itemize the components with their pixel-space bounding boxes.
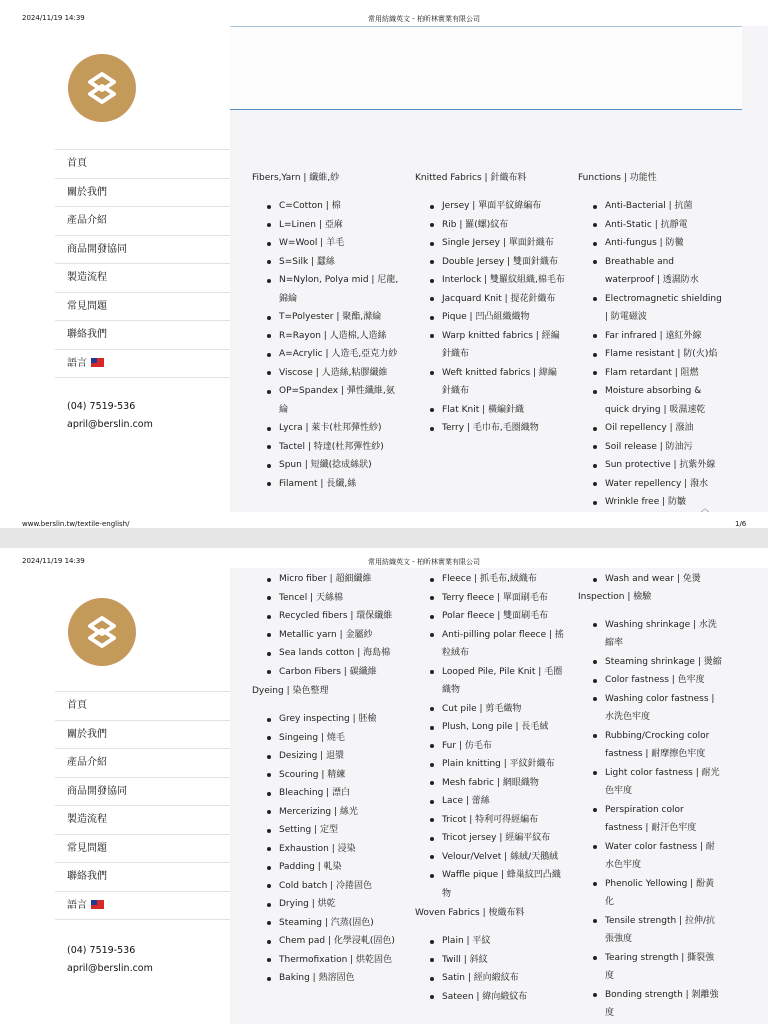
list-item: Jacquard Knit | 提花針織布 [442, 290, 565, 309]
page-separator [0, 528, 768, 548]
list-item: Oil repellency | 潑油 [605, 419, 723, 438]
top-banner [230, 26, 742, 110]
contact-info [67, 398, 153, 434]
list-item: Flame resistant | 防(火)焰 [605, 345, 723, 364]
list-item: S=Silk | 蠶絲 [279, 253, 402, 272]
nav-development[interactable]: 商品開發協同 [55, 777, 230, 806]
nav-products[interactable]: 產品介紹 [55, 748, 230, 777]
functions-list-cont [605, 570, 723, 589]
list-item: Tensile strength | 拉伸/抗張強度 [605, 912, 723, 949]
list-item: Viscose | 人造絲,粘膠纖維 [279, 364, 402, 383]
knitted-list [442, 197, 565, 438]
list-item: Plush, Long pile | 長毛絨 [442, 718, 565, 737]
print-datetime: 2024/11/19 14:39 [22, 14, 85, 22]
woven-list [442, 932, 565, 1006]
nav-process[interactable]: 製造流程 [55, 805, 230, 834]
list-item: Satin | 經向緞紋布 [442, 969, 565, 988]
list-item: Electromagnetic shielding | 防電磁波 [605, 290, 723, 327]
section-heading: Dyeing | 染色整理 [252, 686, 329, 696]
list-item: Tactel | 特達(杜邦彈性紗) [279, 438, 402, 457]
print-url: www.berslin.tw/textile-english/ [22, 520, 130, 528]
list-item: Single Jersey | 單面針織布 [442, 234, 565, 253]
contact-phone[interactable]: (04) 7519-536 [67, 401, 136, 412]
main-nav [55, 149, 230, 378]
nav-home[interactable]: 首頁 [55, 149, 230, 178]
nav-development[interactable]: 商品開發協同 [55, 235, 230, 264]
list-item: Terry fleece | 單面刷毛布 [442, 589, 565, 608]
column-functions-inspection [578, 570, 723, 1023]
section-heading: Woven Fabrics | 梭織布料 [415, 908, 525, 918]
list-item: Phenolic Yellowing | 酚黃化 [605, 875, 723, 912]
list-item: Sun protective | 抗紫外線 [605, 456, 723, 475]
list-item: Bleaching | 漂白 [279, 784, 402, 803]
list-item: Far infrared | 遠紅外線 [605, 327, 723, 346]
list-item: Washing shrinkage | 水洗縮率 [605, 616, 723, 653]
list-item: A=Acrylic | 人造毛,亞克力紗 [279, 345, 402, 364]
list-item: Tencel | 天絲棉 [279, 589, 402, 608]
list-item: Flat Knit | 橫編針織 [442, 401, 565, 420]
contact-email[interactable]: april@berslin.com [67, 419, 153, 430]
list-item: Bonding strength | 剝離強度 [605, 986, 723, 1023]
print-page-number: 1/6 [735, 520, 747, 528]
nav-about[interactable]: 關於我們 [55, 178, 230, 207]
list-item: Light color fastness | 耐光色牢度 [605, 764, 723, 801]
contact-email[interactable]: april@berslin.com [67, 963, 153, 974]
print-title: 常用紡織英文 - 柏昕林實業有限公司 [368, 15, 480, 23]
list-item: Anti-pilling polar fleece | 搖粒絨布 [442, 626, 565, 663]
list-item: Plain | 平紋 [442, 932, 565, 951]
knitted-list-cont [442, 570, 565, 903]
nav-faq[interactable]: 常見問題 [55, 834, 230, 863]
list-item: Water repellency | 潑水 [605, 475, 723, 494]
list-item: Cold batch | 冷捲固色 [279, 877, 402, 896]
list-item: Polar fleece | 雙面刷毛布 [442, 607, 565, 626]
nav-about[interactable]: 關於我們 [55, 720, 230, 749]
list-item: Rib | 羅(螺)紋布 [442, 216, 565, 235]
nav-language[interactable]: 語言 [55, 891, 230, 920]
list-item: Exhaustion | 浸染 [279, 840, 402, 859]
list-item: Sateen | 緯向緞紋布 [442, 988, 565, 1007]
list-item: Color fastness | 色牢度 [605, 671, 723, 690]
logo-icon[interactable] [68, 598, 136, 666]
list-item: Lace | 蕾絲 [442, 792, 565, 811]
list-item: Wash and wear | 免燙 [605, 570, 723, 589]
list-item: Waffle pique | 蜂巢紋凹凸織物 [442, 866, 565, 903]
column-fibers [252, 170, 402, 493]
nav-faq[interactable]: 常見問題 [55, 292, 230, 321]
list-item: Flam retardant | 阻燃 [605, 364, 723, 383]
section-heading: Fibers,Yarn | 纖維,紗 [252, 173, 340, 183]
list-item: Anti-Static | 抗靜電 [605, 216, 723, 235]
nav-contact[interactable]: 聯絡我們 [55, 862, 230, 891]
column-fibers-dyeing [252, 570, 402, 988]
dyeing-list [279, 710, 402, 988]
list-item: Interlock | 雙羅紋組織,棉毛布 [442, 271, 565, 290]
list-item: Spun | 短纖(捻成絲狀) [279, 456, 402, 475]
list-item: Chem pad | 化學浸軋(固色) [279, 932, 402, 951]
nav-process[interactable]: 製造流程 [55, 263, 230, 292]
inspection-list [605, 616, 723, 1023]
list-item: Wrinkle free | 防皺 [605, 493, 723, 512]
list-item: Tricot | 特利可得經編布 [442, 811, 565, 830]
list-item: Micro fiber | 超細纖維 [279, 570, 402, 589]
contact-info [67, 942, 153, 978]
list-item: Filament | 長纖,絲 [279, 475, 402, 494]
list-item: Plain knitting | 平紋針織布 [442, 755, 565, 774]
list-item: Anti-fungus | 防黴 [605, 234, 723, 253]
column-knitted-woven [415, 570, 565, 1006]
list-item: Soil release | 防油污 [605, 438, 723, 457]
list-item: Moisture absorbing & quick drying | 吸濕速乾 [605, 382, 723, 419]
list-item: Cut pile | 剪毛織物 [442, 700, 565, 719]
column-functions [578, 170, 723, 512]
print-page-2 [0, 548, 768, 1024]
list-item: Jersey | 單面平紋緯編布 [442, 197, 565, 216]
list-item: Metallic yarn | 金屬紗 [279, 626, 402, 645]
list-item: Setting | 定型 [279, 821, 402, 840]
list-item: Tricot jersey | 經編平紋布 [442, 829, 565, 848]
list-item: Rubbing/Crocking color fastness | 耐摩擦色牢度 [605, 727, 723, 764]
list-item: L=Linen | 亞麻 [279, 216, 402, 235]
nav-products[interactable]: 產品介紹 [55, 206, 230, 235]
print-title-2: 常用紡織英文 - 柏昕林實業有限公司 [368, 558, 480, 566]
fibers-list-cont [279, 570, 402, 681]
logo-icon[interactable] [68, 54, 136, 122]
list-item: Breathable and waterproof | 透濕防水 [605, 253, 723, 290]
list-item: W=Wool | 羊毛 [279, 234, 402, 253]
list-item: Desizing | 退漿 [279, 747, 402, 766]
list-item: Pique | 凹凸組織織物 [442, 308, 565, 327]
main-nav [55, 691, 230, 920]
list-item: Padding | 軋染 [279, 858, 402, 877]
list-item: Anti-Bacterial | 抗菌 [605, 197, 723, 216]
nav-home[interactable]: 首頁 [55, 691, 230, 720]
list-item: Double Jersey | 雙面針織布 [442, 253, 565, 272]
taiwan-flag-icon [91, 358, 104, 367]
list-item: Warp knitted fabrics | 經編針織布 [442, 327, 565, 364]
list-item: Lycra | 萊卡(杜邦彈性紗) [279, 419, 402, 438]
chevron-up-icon[interactable]: ︿ [700, 504, 710, 512]
list-item: C=Cotton | 棉 [279, 197, 402, 216]
list-item: Grey inspecting | 胚檢 [279, 710, 402, 729]
functions-list [605, 197, 723, 512]
fibers-list [279, 197, 402, 493]
list-item: Fleece | 抓毛布,絨織布 [442, 570, 565, 589]
nav-language[interactable]: 語言 [55, 349, 230, 378]
print-datetime-2: 2024/11/19 14:39 [22, 557, 85, 565]
list-item: Fur | 仿毛布 [442, 737, 565, 756]
list-item: Thermofixation | 烘乾固色 [279, 951, 402, 970]
list-item: R=Rayon | 人造棉,人造絲 [279, 327, 402, 346]
list-item: Water color fastness | 耐水色牢度 [605, 838, 723, 875]
list-item: Tearing strength | 撕裂強度 [605, 949, 723, 986]
list-item: Sea lands cotton | 海島棉 [279, 644, 402, 663]
list-item: Looped Pile, Pile Knit | 毛圈織物 [442, 663, 565, 700]
list-item: Steaming | 汽蒸(固色) [279, 914, 402, 933]
list-item: Terry | 毛巾布,毛圈織物 [442, 419, 565, 438]
list-item: Drying | 烘乾 [279, 895, 402, 914]
section-heading: Functions | 功能性 [578, 173, 657, 183]
list-item: N=Nylon, Polya mid | 尼龍,錦綸 [279, 271, 402, 308]
list-item: Mesh fabric | 網眼織物 [442, 774, 565, 793]
list-item: Singeing | 燒毛 [279, 729, 402, 748]
section-heading: Knitted Fabrics | 針織布料 [415, 173, 527, 183]
list-item: Mercerizing | 絲光 [279, 803, 402, 822]
list-item: Velour/Velvet | 絲絨/天鵝絨 [442, 848, 565, 867]
list-item: Carbon Fibers | 碳纖維 [279, 663, 402, 682]
list-item: Scouring | 精練 [279, 766, 402, 785]
list-item: Recycled fibers | 環保纖維 [279, 607, 402, 626]
column-knitted [415, 170, 565, 438]
section-heading: Inspection | 檢驗 [578, 591, 652, 602]
list-item: Perspiration color fastness | 耐汗色牢度 [605, 801, 723, 838]
nav-contact[interactable]: 聯絡我們 [55, 320, 230, 349]
list-item: Steaming shrinkage | 燙縮 [605, 653, 723, 672]
list-item: Baking | 熱溶固色 [279, 969, 402, 988]
list-item: Weft knitted fabrics | 緯編針織布 [442, 364, 565, 401]
taiwan-flag-icon [91, 900, 104, 909]
list-item: Twill | 斜紋 [442, 951, 565, 970]
list-item: T=Polyester | 聚酯,滌綸 [279, 308, 402, 327]
list-item: Washing color fastness | 水洗色牢度 [605, 690, 723, 727]
contact-phone[interactable]: (04) 7519-536 [67, 945, 136, 956]
list-item: OP=Spandex | 彈性纖維,氨綸 [279, 382, 402, 419]
